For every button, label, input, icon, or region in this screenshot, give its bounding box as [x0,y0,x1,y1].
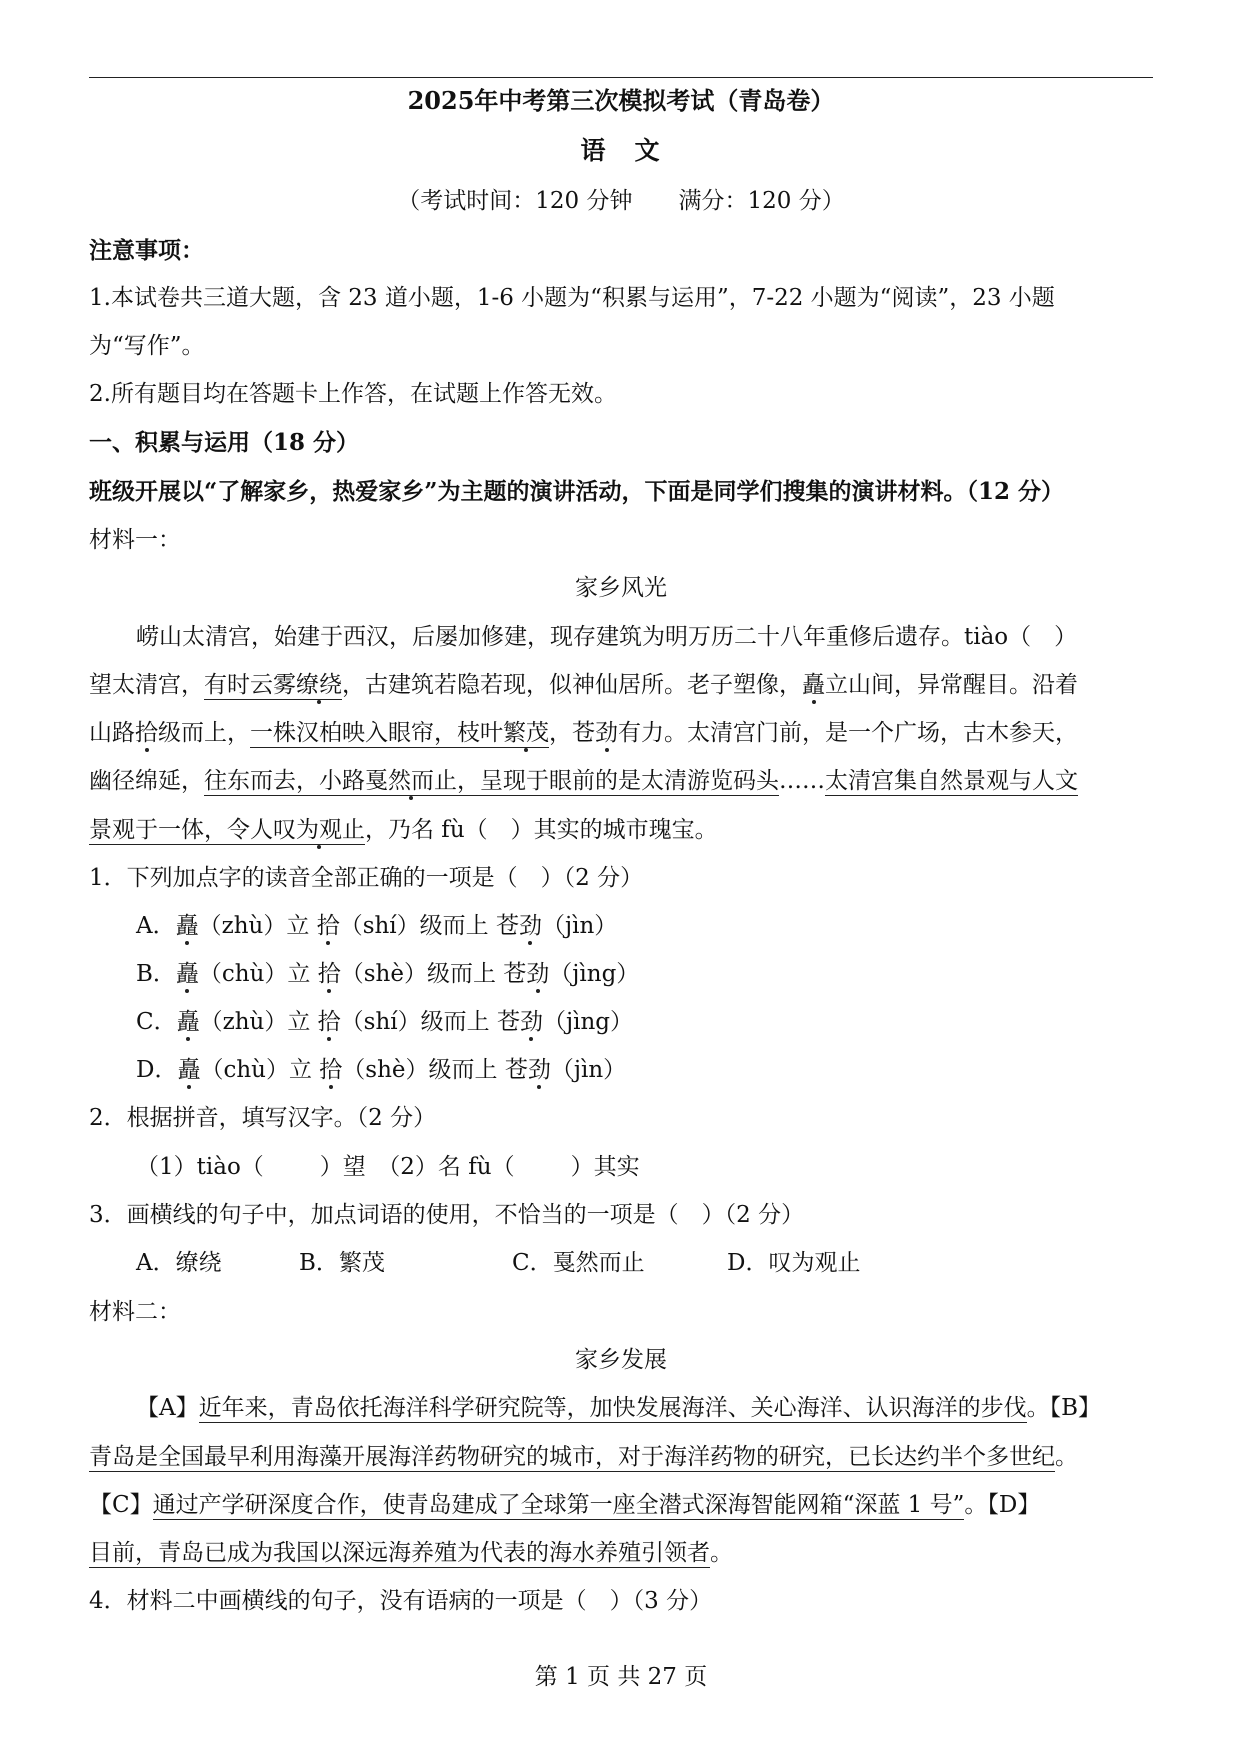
underlined-sentence [204,768,779,796]
notice-item-2: 2.所有题目均在答题卡上作答，在试题上作答无效。 [89,381,617,407]
option-text: （chù）立 [200,1057,320,1083]
dotted-char: 劲 [519,1009,543,1035]
option-text: （jìng） [549,961,640,987]
underlined-sentence: 近年来，青岛依托海洋科学研究院等，加快发展海洋、关心海洋、认识海洋的步伐 [198,1395,1027,1421]
dotted-char: 拾 [316,913,340,939]
passage-text: ，苍 [549,720,595,746]
question-3-stem: 3．画横线的句子中，加点词语的使用，不恰当的一项是（ ）（2 分） [89,1202,805,1228]
dotted-word: 叹为观止 [273,817,365,843]
option-text: （jìng） [542,1009,633,1035]
passage-text: 望太清宫， [89,672,204,698]
passage-text: 幽径绵延， [89,768,204,794]
dotted-char: 拾 [317,1009,341,1035]
question-1-option-a[interactable] [136,911,1153,941]
option-text: （jìn） [550,1057,627,1083]
passage-line-1 [136,622,1153,652]
option-text: （jìn） [541,913,618,939]
section-heading: 一、积累与运用（18 分） [89,429,360,456]
material-title: 家乡发展 [575,1347,667,1373]
question-1-option-c[interactable] [136,1007,1153,1037]
passage-text: …… [779,768,825,794]
passage-text: ，呈现于眼前的是太清游览码头 [457,768,779,794]
passage-text: ，乃名 fù（ ）其实的城市瑰宝。 [365,817,718,843]
question-3-option-a[interactable]: A．缭绕 [136,1250,222,1276]
passage-line-2 [89,670,1153,700]
passage-line-4 [89,766,1153,796]
passage-text: 一株汉柏映入眼帘，枝叶 [250,720,503,746]
passage-text: 有力。太清宫门前，是一个广场，古木参天， [618,720,1078,746]
dotted-char: 矗 [176,1009,200,1035]
passage-text: 。 [710,1540,733,1566]
passage-text: 立山间，异常醒目。沿着 [825,672,1078,698]
dotted-char: 拾 [319,1057,343,1083]
passage-2-line-1 [136,1393,1153,1423]
underlined-sentence: 青岛是全国最早利用海藻开展海洋药物研究的城市，对于海洋药物的研究，已长达约半个多世纪 [89,1444,1055,1470]
option-text: （chù）立 [198,961,318,987]
underlined-sentence [89,817,365,845]
question-2-answer-line [136,1152,1153,1182]
dotted-char: 矗 [175,913,199,939]
option-text: （zhù）立 [199,1009,318,1035]
material-title: 家乡风光 [575,575,667,601]
passage-text: 。 [1055,1444,1078,1470]
notice-item-1-cont: 为“写作”。 [89,333,205,359]
exam-info: （考试时间：120 分钟 满分：120 分） [397,188,845,214]
passage-text: 崂山太清宫，始建于西汉，后屡加修建，现存建筑为明万历二十八年重修后遗存。tiào（ ） [136,624,1078,650]
dotted-char: 拾 [135,720,158,746]
sentence-marker: 【C】 [89,1492,153,1518]
dotted-char: 矗 [175,961,199,987]
passage-2-line-4 [89,1538,1153,1568]
option-letter: B． [136,961,176,987]
dotted-char: 劲 [526,961,550,987]
question-2-stem: 2．根据拼音，填写汉字。（2 分） [89,1105,437,1131]
notice-heading: 注意事项： [89,237,204,264]
answer-label: （1）tiào（ [136,1154,264,1180]
subject-title: 语 文 [580,136,662,165]
notice-item-1: 1.本试卷共三道大题，含 23 道小题，1-6 小题为“积累与运用”，7-22 小题为“阅读”，23 小题 [89,285,1055,311]
passage-text: 往东而去，小路 [204,768,365,794]
sentence-marker: 。【B】 [1026,1395,1102,1421]
question-3-option-b[interactable]: B．繁茂 [299,1250,385,1276]
material-label: 材料一： [89,527,181,553]
option-letter: D． [136,1057,178,1083]
material-label: 材料二： [89,1299,181,1325]
dotted-char: 缭绕 [296,672,342,698]
passage-line-3 [89,718,1153,748]
answer-label: ）其实 [570,1154,640,1180]
option-text: （shè）级而上 苍 [342,1057,528,1083]
dotted-word: 戛然而止 [365,768,457,794]
option-letter: C． [136,1009,177,1035]
question-1-stem: 1．下列加点字的读音全部正确的一项是（ ）（2 分） [89,865,644,891]
passage-text: 有时云雾 [204,672,296,698]
underlined-sentence: 太清宫集自然景观与人文 [825,768,1078,794]
option-text: （shè）级而上 苍 [340,961,527,987]
dotted-char: 劲 [518,913,542,939]
option-text: （zhù）立 [198,913,317,939]
question-3-options [136,1248,1153,1278]
underlined-sentence [250,720,549,748]
passage-text: 级而上， [158,720,250,746]
dotted-char: 拾 [317,961,341,987]
answer-label: ）望 （2）名 fù（ [319,1154,515,1180]
underlined-sentence: 通过产学研深度合作，使青岛建成了全球第一座全潜式深海智能网箱“深蓝 1 号” [152,1492,965,1518]
passage-text: 景观于一体，令人 [89,817,273,843]
exam-title: 2025年中考第三次模拟考试（青岛卷） [407,86,835,115]
underlined-sentence [204,672,342,700]
question-1-option-d[interactable] [136,1055,1153,1085]
option-text: （shí）级而上 苍 [339,913,519,939]
question-1-option-b[interactable] [136,959,1153,989]
passage-2-line-3 [89,1490,1153,1520]
dotted-word: 繁茂 [503,720,549,746]
passage-text: ，古建筑若隐若现，似神仙居所。老子塑像， [342,672,802,698]
dotted-char: 矗 [802,672,825,698]
sentence-marker: 。【D】 [964,1492,1041,1518]
header-rule [89,77,1153,78]
option-text: （shí）级而上 苍 [340,1009,520,1035]
section-intro: 班级开展以“了解家乡，热爱家乡”为主题的演讲活动，下面是同学们搜集的演讲材料。（12 分） [89,478,1064,505]
dotted-char: 劲 [527,1057,551,1083]
question-3-option-c[interactable]: C．戛然而止 [512,1250,645,1276]
underlined-sentence: 目前，青岛已成为我国以深远海养殖为代表的海水养殖引领者 [89,1540,710,1566]
dotted-char: 劲 [595,720,618,746]
passage-line-5 [89,815,1153,845]
passage-text: 山路 [89,720,135,746]
question-3-option-d[interactable]: D．叹为观止 [727,1250,861,1276]
page-number: 第 1 页 共 27 页 [534,1664,708,1690]
passage-2-line-2 [89,1442,1153,1472]
option-letter: A． [136,913,176,939]
sentence-marker: 【A】 [136,1395,199,1421]
dotted-char: 矗 [177,1057,201,1083]
question-4-stem: 4．材料二中画横线的句子，没有语病的一项是（ ）（3 分） [89,1588,713,1614]
